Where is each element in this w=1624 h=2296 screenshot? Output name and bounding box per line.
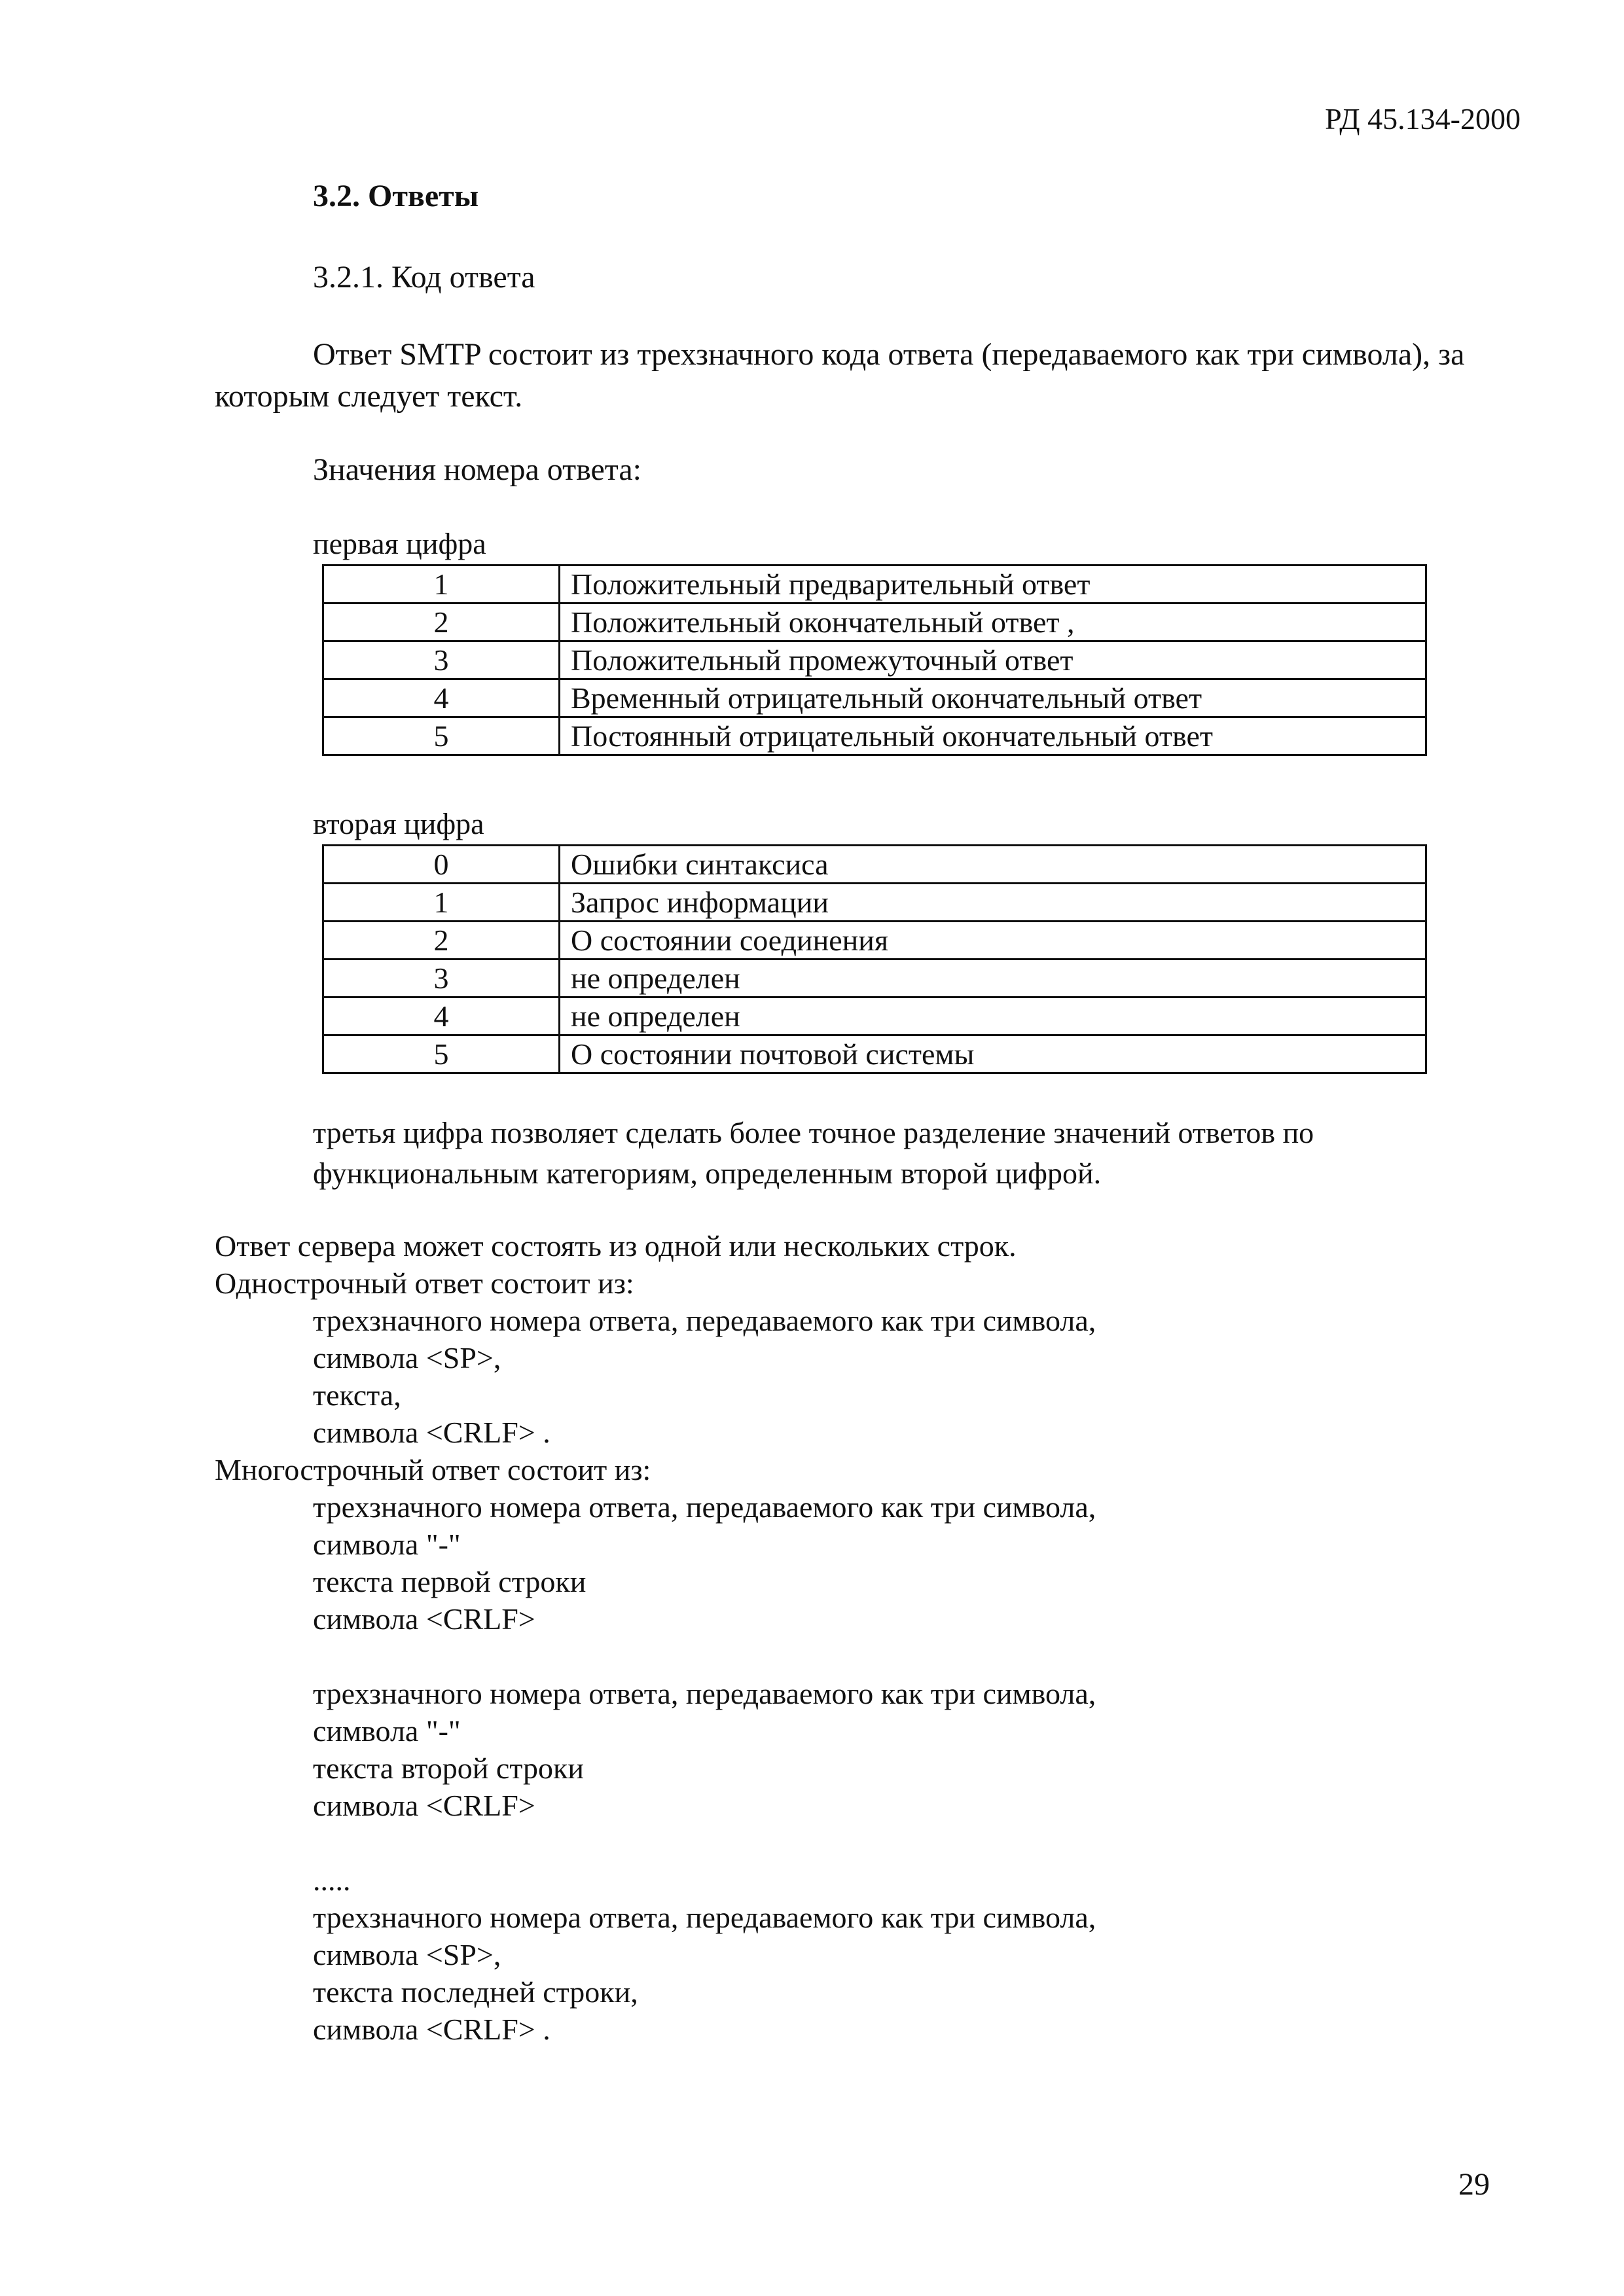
third-digit-note: третья цифра позволяет сделать более точное разделение значений ответов по функциональным категориям, определенным второй цифрой. bbox=[313, 1116, 1314, 1190]
table-row bbox=[323, 717, 1426, 755]
code-number: 5 bbox=[323, 717, 560, 755]
code-number: 5 bbox=[323, 1035, 560, 1073]
list-item: символа <CRLF> bbox=[313, 1789, 535, 1822]
document-code: РД 45.134-2000 bbox=[1325, 102, 1521, 135]
code-description: не определен bbox=[560, 960, 1426, 997]
values-label: Значения номера ответа: bbox=[313, 452, 642, 487]
list-item: трехзначного номера ответа, передаваемого как три символа, bbox=[313, 1901, 1096, 1934]
ellipsis: ..... bbox=[313, 1863, 351, 1897]
code-description: Положительный предварительный ответ bbox=[560, 565, 1426, 603]
multi-line-title: Многострочный ответ состоит из: bbox=[215, 1453, 651, 1486]
code-description: Запрос информации bbox=[560, 884, 1426, 922]
code-description: не определен bbox=[560, 997, 1426, 1035]
list-item: текста второй строки bbox=[313, 1751, 584, 1785]
second-digit-table bbox=[322, 844, 1427, 1074]
table-row bbox=[323, 846, 1426, 884]
first-digit-table bbox=[322, 564, 1427, 756]
code-number: 3 bbox=[323, 960, 560, 997]
code-description: О состоянии соединения bbox=[560, 922, 1426, 960]
spacer bbox=[215, 1638, 1096, 1675]
single-line-title: Однострочный ответ состоит из: bbox=[215, 1266, 634, 1300]
first-digit-label: первая цифра bbox=[313, 527, 486, 560]
code-number: 2 bbox=[323, 922, 560, 960]
code-description: Постоянный отрицательный окончательный ответ bbox=[560, 717, 1426, 755]
code-number: 4 bbox=[323, 679, 560, 717]
list-item: символа "-" bbox=[313, 1528, 461, 1561]
list-item: символа <CRLF> bbox=[313, 1602, 535, 1636]
table-row bbox=[323, 960, 1426, 997]
code-description: О состоянии почтовой системы bbox=[560, 1035, 1426, 1073]
list-item: текста, bbox=[313, 1378, 401, 1412]
code-number: 1 bbox=[323, 884, 560, 922]
server-response-intro: Ответ сервера может состоять из одной или нескольких строк. bbox=[215, 1229, 1017, 1263]
intro-paragraph: Ответ SMTP состоит из трехзначного кода ответа (передаваемого как три символа), за которым следует текст. bbox=[215, 337, 1465, 414]
table-row bbox=[323, 641, 1426, 679]
code-description: Временный отрицательный окончательный ответ bbox=[560, 679, 1426, 717]
list-item: символа <SP>, bbox=[313, 1938, 501, 1971]
list-item: символа <CRLF> . bbox=[313, 2013, 550, 2046]
code-number: 2 bbox=[323, 603, 560, 641]
table-row bbox=[323, 922, 1426, 960]
list-item: текста последней строки, bbox=[313, 1975, 638, 2009]
subsection-title: 3.2.1. Код ответа bbox=[313, 260, 535, 295]
code-number: 1 bbox=[323, 565, 560, 603]
table-row bbox=[323, 997, 1426, 1035]
code-number: 0 bbox=[323, 846, 560, 884]
table-row bbox=[323, 565, 1426, 603]
server-response-block bbox=[215, 1227, 1096, 2048]
list-item: символа "-" bbox=[313, 1714, 461, 1748]
section-title: 3.2. Ответы bbox=[313, 179, 479, 213]
code-description: Положительный окончательный ответ , bbox=[560, 603, 1426, 641]
page-number: 29 bbox=[1458, 2167, 1490, 2202]
spacer bbox=[215, 1824, 1096, 1861]
code-number: 3 bbox=[323, 641, 560, 679]
code-number: 4 bbox=[323, 997, 560, 1035]
table-row bbox=[323, 1035, 1426, 1073]
code-description: Положительный промежуточный ответ bbox=[560, 641, 1426, 679]
list-item: трехзначного номера ответа, передаваемого как три символа, bbox=[313, 1490, 1096, 1524]
table-row bbox=[323, 884, 1426, 922]
second-digit-label: вторая цифра bbox=[313, 807, 484, 840]
list-item: текста первой строки bbox=[313, 1565, 586, 1598]
list-item: символа <SP>, bbox=[313, 1341, 501, 1374]
list-item: трехзначного номера ответа, передаваемого как три символа, bbox=[313, 1304, 1096, 1337]
list-item: символа <CRLF> . bbox=[313, 1416, 550, 1449]
table-row bbox=[323, 603, 1426, 641]
table-row bbox=[323, 679, 1426, 717]
list-item: трехзначного номера ответа, передаваемого как три символа, bbox=[313, 1677, 1096, 1710]
code-description: Ошибки синтаксиса bbox=[560, 846, 1426, 884]
